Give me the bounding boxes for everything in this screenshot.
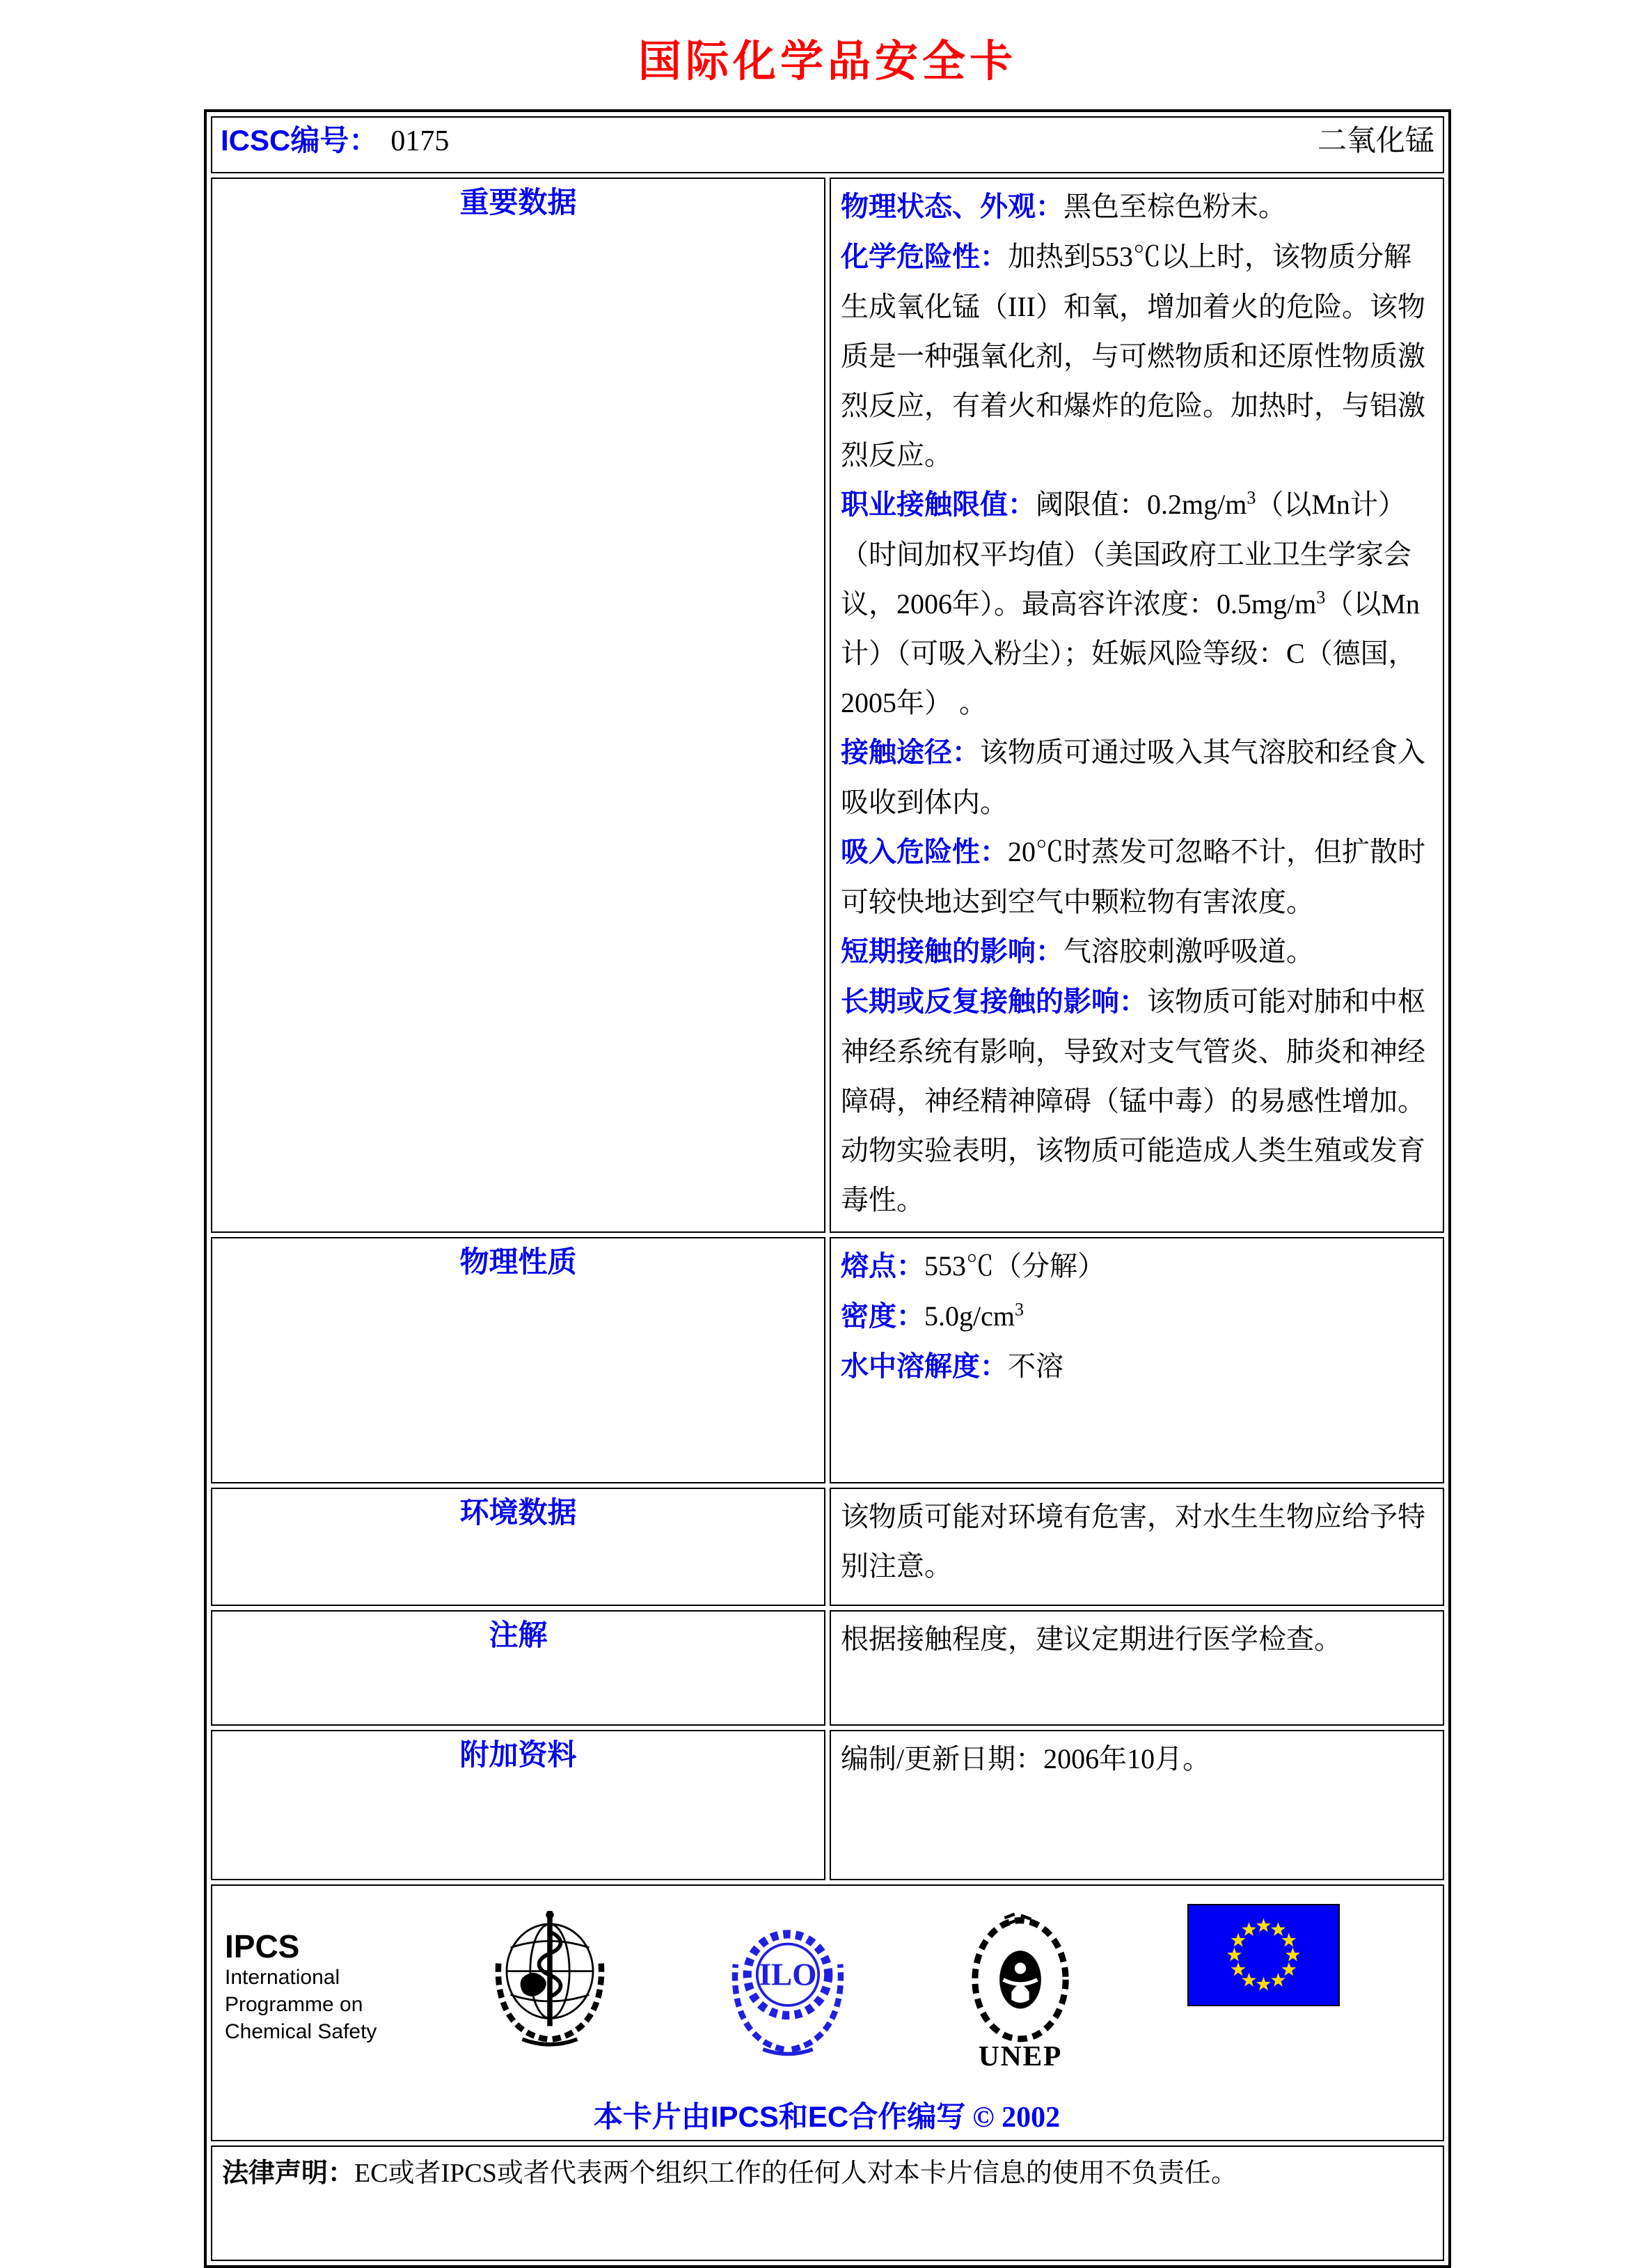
ipcs-subtitle-line3: Chemical Safety	[225, 2020, 377, 2043]
important-item-physical-state: 物理状态、外观：黑色至棕色粉末。	[841, 191, 1286, 222]
physical-properties-row	[211, 1237, 1444, 1483]
icsc-table	[204, 109, 1451, 2268]
important-item-long-term-effects: 长期或反复接触的影响：该物质可能对肺和中枢神经系统有影响，导致对支气管炎、肺炎和神经障碍，神经精神障碍（锰中毒）的易感性增加。动物实验表明，该物质可能造成人类生殖或发育毒性。	[841, 986, 1425, 1215]
substance-name: 二氧化锰	[1317, 125, 1434, 157]
who-emblem-icon	[484, 1904, 615, 2055]
important-item-inhalation-risk: 吸入危险性：20℃时蒸发可忽略不计，但扩散时可较快地达到空气中颗粒物有害浓度。	[841, 836, 1425, 918]
unep-letters: UNEP	[978, 2040, 1063, 2072]
cooperation-caption	[225, 2094, 1429, 2136]
environment-data-content	[830, 1488, 1444, 1606]
header-cell	[211, 116, 1444, 173]
physical-properties-content	[830, 1237, 1444, 1483]
ilo-emblem-icon	[722, 1904, 853, 2065]
important-data-content	[830, 178, 1444, 1233]
additional-info-text: 编制/更新日期：2006年10月。	[841, 1743, 1211, 1774]
physical-item-melting-point: 熔点：553℃（分解）	[841, 1250, 1105, 1282]
row-label-environment-data: 环境数据	[211, 1488, 825, 1606]
environment-data-row	[211, 1488, 1444, 1606]
important-item-short-term-effects: 短期接触的影响：气溶胶刺激呼吸道。	[841, 936, 1314, 967]
notes-row	[211, 1610, 1444, 1726]
important-item-exposure-routes: 接触途径：该物质可通过吸入其气溶胶和经食入吸收到体内。	[841, 737, 1425, 818]
ilo-letters: ILO	[759, 1957, 817, 1992]
notes-content	[830, 1610, 1444, 1726]
legal-notice-label: 法律声明：	[222, 2159, 355, 2188]
icsc-number-label: ICSC编号：	[221, 124, 379, 157]
physical-item-water-solubility: 水中溶解度：不溶	[841, 1350, 1063, 1382]
row-label-important-data: 重要数据	[211, 178, 825, 1233]
icsc-number-value: 0175	[390, 125, 450, 157]
additional-info-content	[830, 1730, 1444, 1880]
legal-notice-text: EC或者IPCS或者代表两个组织工作的任何人对本卡片信息的使用不负责任。	[354, 2159, 1237, 2188]
logos-row	[211, 1884, 1444, 2141]
ipcs-acronym: IPCS	[225, 1928, 300, 1964]
important-item-chemical-danger: 化学危险性：加热到553℃以上时，该物质分解生成氧化锰（III）和氧，增加着火的危险。该物质是一种强氧化剂，与可燃物质和还原性物质激烈反应，有着火和爆炸的危险。加热时，与铝激烈反应。	[841, 241, 1425, 471]
icsc-card	[204, 26, 1451, 2268]
copyright-text: © 2002	[972, 2102, 1061, 2134]
page-title: 国际化学品安全卡	[638, 38, 1017, 86]
icsc-document-page	[0, 26, 1630, 2268]
logos-cell	[211, 1884, 1444, 2141]
row-label-additional-info: 附加资料	[211, 1730, 825, 1880]
unep-emblem-icon	[960, 1904, 1080, 2083]
eu-flag-icon	[1187, 1904, 1340, 2010]
ipcs-subtitle-line1: International	[225, 1966, 340, 1989]
important-item-occupational-limits: 职业接触限值：阈限值：$0.2mg/m^3$（以Mn计）（时间加权平均值）（美国政府工业卫生学家会议，2006年）。最高容许浓度：$0.5mg/m^3$（以Mn计）（可吸入粉尘）；妊娠风险等级：C（德国，2005年） 。	[841, 487, 1420, 718]
environment-text: 该物质可能对环境有危害，对水生生物应给予特别注意。	[841, 1501, 1425, 1582]
notes-text: 根据接触程度，建议定期进行医学检查。	[841, 1623, 1342, 1655]
important-data-row	[211, 178, 1444, 1233]
icsc-number-group	[221, 118, 449, 159]
physical-item-density: 密度：$5.0g/cm^3$	[841, 1299, 1024, 1332]
row-label-notes: 注解	[211, 1610, 825, 1726]
ipcs-text-block	[225, 1904, 377, 2045]
row-label-physical-properties: 物理性质	[211, 1237, 825, 1483]
legal-row	[211, 2145, 1444, 2261]
additional-info-row	[211, 1730, 1444, 1880]
header-row	[211, 116, 1444, 173]
legal-cell	[211, 2145, 1444, 2261]
ipcs-subtitle-line2: Programme on	[225, 1993, 363, 2016]
caption-text: 本卡片由IPCS和EC合作编写	[593, 2100, 966, 2133]
